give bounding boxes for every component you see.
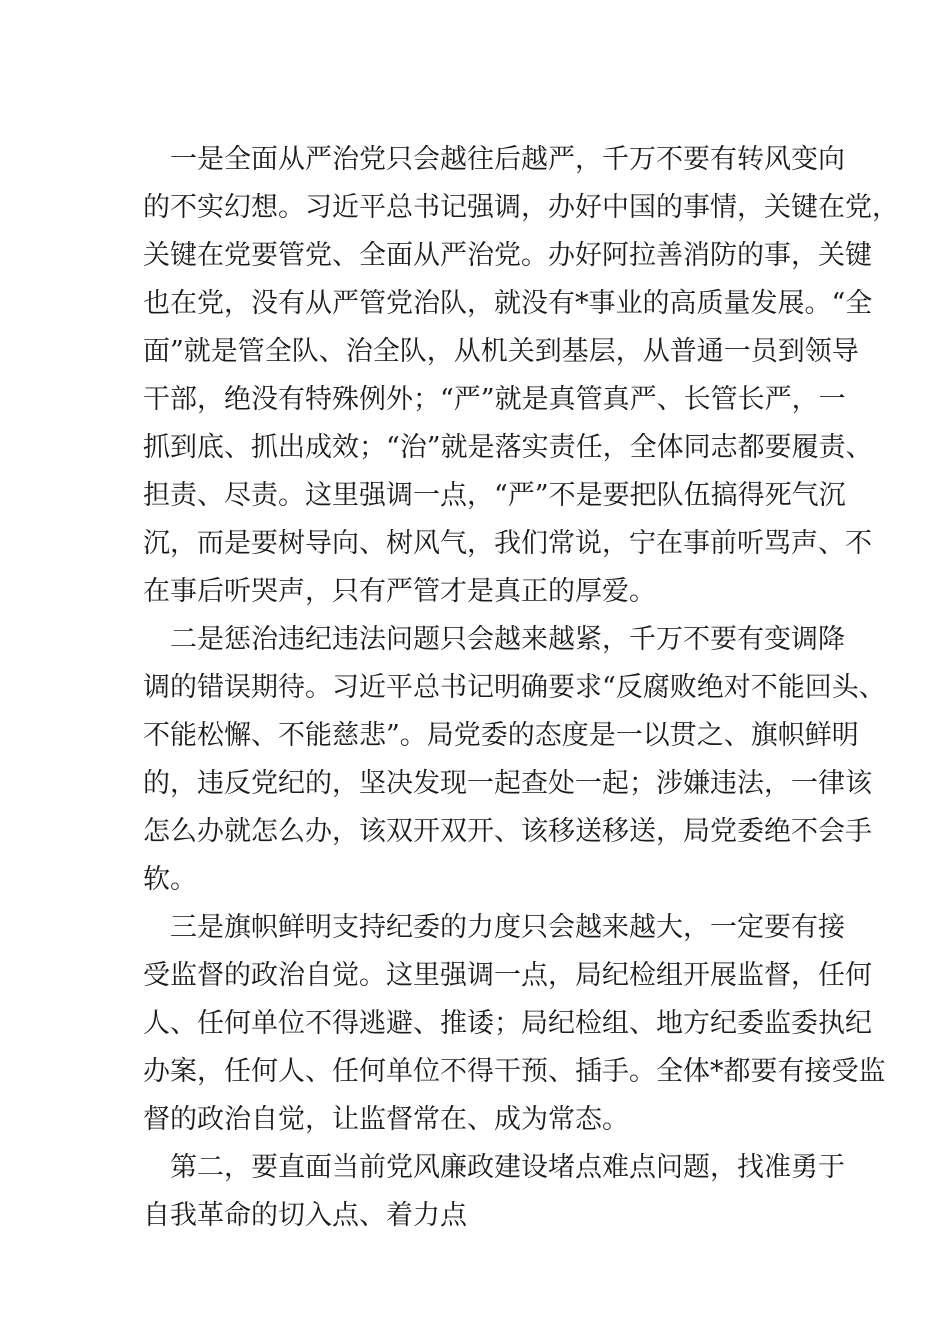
paragraph-1-line-8: 担责、尽责。这里强调一点，“严”不是要把队伍搞得死气沉 <box>143 480 846 511</box>
section-heading-line-1: 第二，要直面当前党风廉政建设堵点难点问题，找准勇于 <box>170 1152 845 1183</box>
section-heading-line-2: 自我革命的切入点、着力点 <box>143 1200 467 1231</box>
paragraph-1-line-5: 面”就是管全队、治全队，从机关到基层，从普通一员到领导 <box>143 336 859 367</box>
paragraph-3-line-2: 受监督的政治自觉。这里强调一点，局纪检组开展监督，任何 <box>143 960 872 991</box>
paragraph-1-line-9: 沉，而是要树导向、树风气，我们常说，宁在事前听骂声、不 <box>143 528 872 559</box>
paragraph-1-line-2: 的不实幻想。习近平总书记强调，办好中国的事情，关键在党， <box>143 192 899 223</box>
paragraph-2-line-4: 的，违反党纪的，坚决发现一起查处一起；涉嫌违法，一律该 <box>143 768 872 799</box>
paragraph-3-line-5: 督的政治自觉，让监督常在、成为常态。 <box>143 1104 629 1135</box>
paragraph-1-line-6: 干部，绝没有特殊例外；“严”就是真管真严、长管长严，一 <box>143 384 846 415</box>
paragraph-2-line-1: 二是惩治违纪违法问题只会越来越紧，千万不要有变调降 <box>170 624 845 655</box>
paragraph-2-line-2: 调的错误期待。习近平总书记明确要求“反腐败绝对不能回头、 <box>143 672 886 703</box>
paragraph-3-line-1: 三是旗帜鲜明支持纪委的力度只会越来越大，一定要有接 <box>170 912 845 943</box>
paragraph-3-line-3: 人、任何单位不得逃避、推诿；局纪检组、地方纪委监委执纪 <box>143 1008 872 1039</box>
paragraph-2-line-5: 怎么办就怎么办，该双开双开、该移送移送，局党委绝不会手 <box>143 816 872 847</box>
paragraph-3-line-4: 办案，任何人、任何单位不得干预、插手。全体*都要有接受监 <box>143 1056 886 1087</box>
paragraph-1-line-3: 关键在党要管党、全面从严治党。办好阿拉善消防的事，关键 <box>143 240 872 271</box>
paragraph-1-line-7: 抓到底、抓出成效；“治”就是落实责任，全体同志都要履责、 <box>143 432 873 463</box>
paragraph-1-line-10: 在事后听哭声，只有严管才是真正的厚爱。 <box>143 576 656 607</box>
paragraph-2-line-6: 软。 <box>143 864 197 895</box>
paragraph-1-line-1: 一是全面从严治党只会越往后越严，千万不要有转风变向 <box>170 144 845 175</box>
paragraph-1-line-4: 也在党，没有从严管党治队，就没有*事业的高质量发展。“全 <box>143 288 873 319</box>
paragraph-2-line-3: 不能松懈、不能慈悲”。局党委的态度是一以贯之、旗帜鲜明 <box>143 720 859 751</box>
